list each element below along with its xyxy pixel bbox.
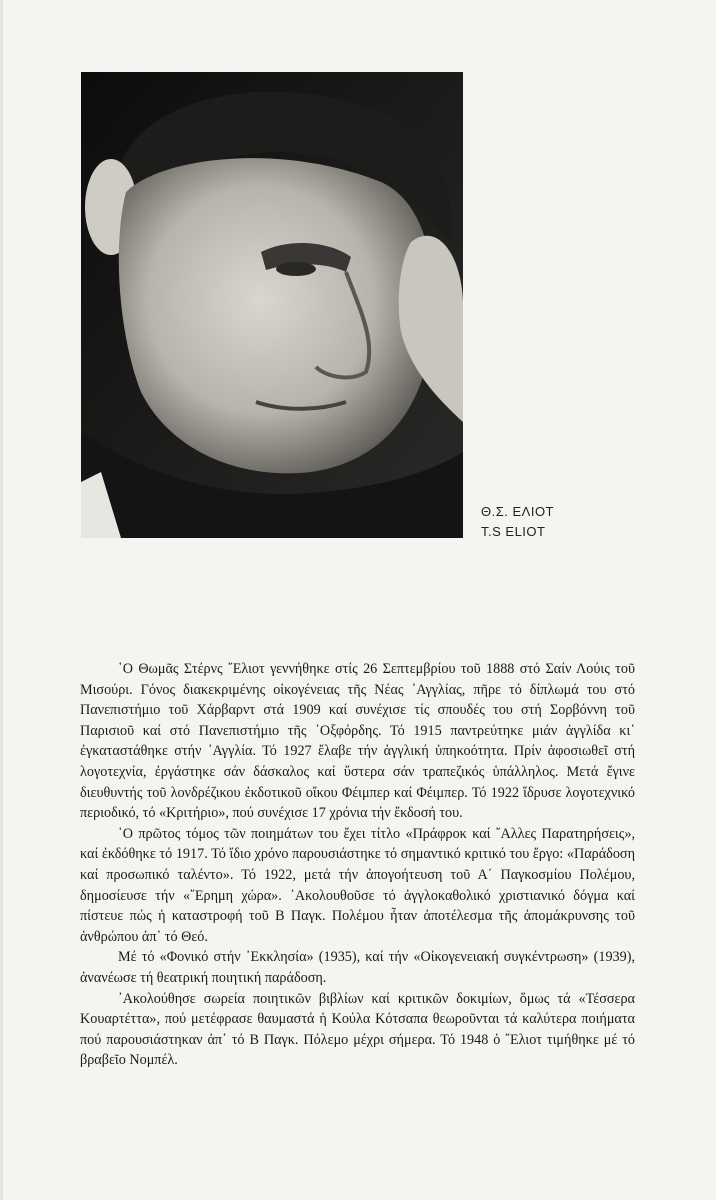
bio-paragraph: ᾿Ακολούθησε σωρεία ποιητικῶν βιβλίων καί κριτικῶν δοκιμίων, ὅμως τά «Τέσσερα Κουαρτέττα», πού μετέφρασε θαυμαστά ἡ Κούλα Κότσαπα θεωροῦνται τά καλύτερα ποιήματα πού παρουσιάστηκαν ἀπ᾿ τό Β Παγκ. Πόλεμο μέχρι σήμερα. Τό 1948 ὁ ῎Ελιοτ τιμήθηκε μέ τό βραβεῖο Νομπέλ. — [80, 990, 635, 1069]
portrait-photo-graphic — [81, 72, 463, 538]
bio-paragraph: Μέ τό «Φονικό στήν ᾿Εκκλησία» (1935), καί τήν «Οἰκογενειακή συγκέντρωση» (1939), ἀνανέωσε τή θεατρική ποιητική παράδοση. — [80, 949, 635, 986]
photo-caption — [481, 502, 554, 542]
biography-text — [80, 659, 635, 1071]
bio-paragraph: ῾Ο πρῶτος τόμος τῶν ποιημάτων του ἔχει τίτλο «Πράφροκ καί ῎Αλλες Παρατηρήσεις», καί ἐκδόθηκε τό 1917. Τό ἴδιο χρόνο παρουσιάστηκε τό σημαντικό κριτικό του ἔργο: «Παράδοση καί προσωπικό ταλέντο». Τό 1922, μετά τήν ἀπογοήτευση τοῦ Α΄ Παγκοσμίου Πολέμου, δημοσίευσε τήν «῎Ερημη χώρα». ᾿Ακολουθοῦσε τό ἀγγλοκαθολικό χριστιανικό δόγμα καί πίστευε πώς ἡ καταστροφή τοῦ Β Παγκ. Πολέμου ἦταν ἀποτέλεσμα τῆς ἀπομάκρυνσης τοῦ ἀνθρώπου ἀπ᾿ τό Θεό. — [80, 825, 635, 945]
bio-paragraph: ῾Ο Θωμᾶς Στέρνς ῎Ελιοτ γεννήθηκε στίς 26 Σεπτεμβρίου τοῦ 1888 στό Σαίν Λούις τοῦ Μισούρι. Γόνος διακεκριμένης οἰκογένειας τῆς Νέας ᾿Αγγλίας, πῆρε τό δίπλωμά του στό Πανεπιστήμιο τοῦ Χάρβαρντ στά 1909 καί συνέχισε τίς σπουδές του στή Σορβόννη τοῦ Παρισιοῦ καί στό Πανεπιστήμιο τῆς ᾿Οξφόρδης. Τό 1915 παντρεύτηκε μιάν ἀγγλίδα κι᾿ ἐγκαταστάθηκε στήν ᾿Αγγλία. Τό 1927 ἔλαβε τήν ἀγγλική ὑπηκοότητα. Πρίν ἀφοσιωθεῖ στή λογοτεχνία, ἐργάστηκε σάν δάσκαλος καί ὕστερα σάν τραπεζικός ὑπάλληλος. Μετά ἔγινε διευθυντής τοῦ λονδρέζικου ἐκδοτικοῦ οἴκου Φέιμπερ καί Φέιμπερ. Τό 1922 ἵδρυσε λογοτεχνικό περιοδικό, τό «Κριτήριο», πού συνέχισε 17 χρόνια τήν ἔκδοσή του. — [80, 661, 635, 822]
caption-latin: T.S ELIOT — [481, 524, 546, 539]
caption-greek: Θ.Σ. ΕΛΙΟΤ — [481, 504, 555, 519]
portrait-photo — [81, 72, 463, 538]
